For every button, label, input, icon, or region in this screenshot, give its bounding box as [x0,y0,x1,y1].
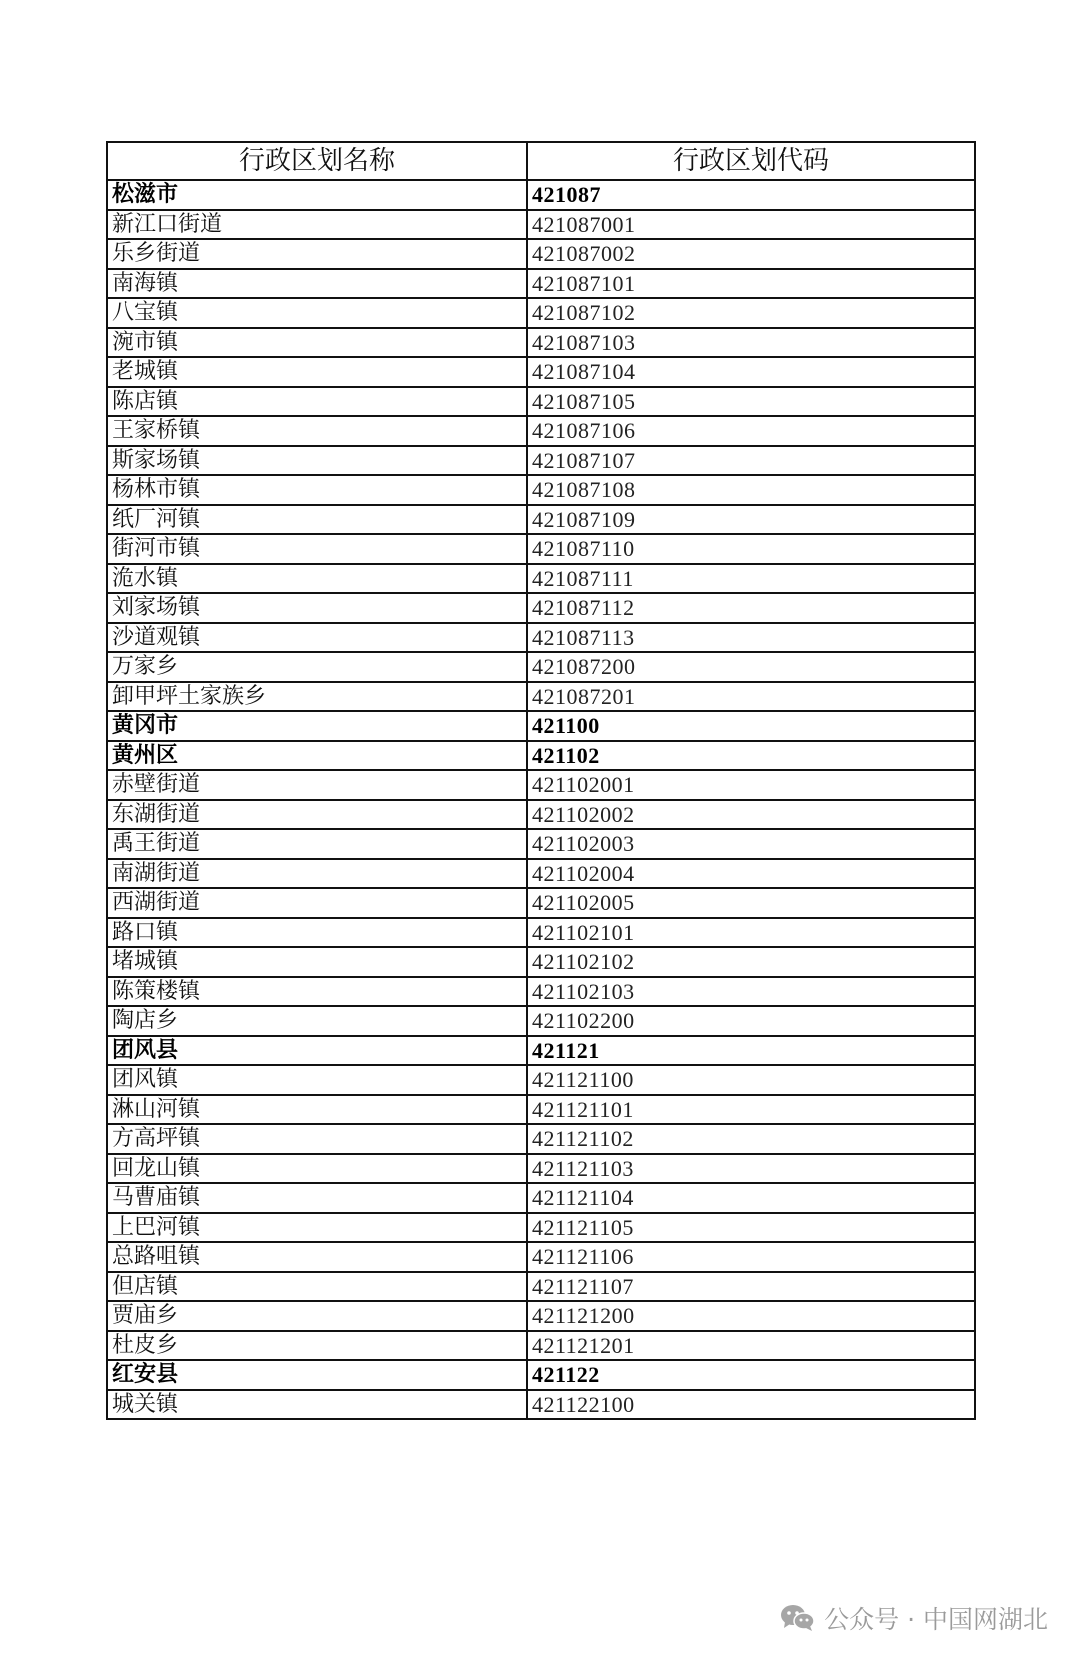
division-name-cell: 方高坪镇 [107,1124,527,1154]
division-code-cell: 421102002 [527,800,975,830]
division-code-cell: 421087104 [527,357,975,387]
division-name-cell: 黄冈市 [107,711,527,741]
table-row [107,770,975,800]
division-code-cell: 421121 [527,1036,975,1066]
division-name-cell: 陈店镇 [107,387,527,417]
table-row [107,387,975,417]
division-code-cell: 421087101 [527,269,975,299]
table-row [107,829,975,859]
table-body [107,180,975,1419]
table-row [107,1272,975,1302]
division-name-cell: 杨林市镇 [107,475,527,505]
division-name-cell: 乐乡街道 [107,239,527,269]
table-row [107,1124,975,1154]
division-code-cell: 421087107 [527,446,975,476]
division-name-cell: 涴市镇 [107,328,527,358]
table-row [107,475,975,505]
table-row [107,1390,975,1420]
division-code-table-container [106,141,974,1420]
division-name-cell: 陈策楼镇 [107,977,527,1007]
division-name-cell: 马曹庙镇 [107,1183,527,1213]
division-code-cell: 421121106 [527,1242,975,1272]
table-row [107,977,975,1007]
table-row [107,1360,975,1390]
division-code-cell: 421087113 [527,623,975,653]
division-code-cell: 421087200 [527,652,975,682]
division-name-cell: 团风县 [107,1036,527,1066]
table-row [107,357,975,387]
division-code-table [106,141,976,1420]
division-name-cell: 南湖街道 [107,859,527,889]
division-code-cell: 421087201 [527,682,975,712]
watermark [780,1598,1048,1638]
division-name-cell: 杜皮乡 [107,1331,527,1361]
table-row [107,269,975,299]
division-code-cell: 421087102 [527,298,975,328]
division-name-cell: 纸厂河镇 [107,505,527,535]
division-name-cell: 东湖街道 [107,800,527,830]
division-name-cell: 万家乡 [107,652,527,682]
table-row [107,652,975,682]
division-code-cell: 421121107 [527,1272,975,1302]
division-code-cell: 421102101 [527,918,975,948]
division-name-cell: 堵城镇 [107,947,527,977]
division-name-cell: 八宝镇 [107,298,527,328]
table-row [107,800,975,830]
table-row [107,711,975,741]
table-row [107,1154,975,1184]
division-code-cell: 421121105 [527,1213,975,1243]
division-name-cell: 卸甲坪土家族乡 [107,682,527,712]
division-code-cell: 421102200 [527,1006,975,1036]
table-row [107,180,975,210]
watermark-text: 公众号 · 中国网湖北 [824,1605,1048,1634]
division-name-cell: 贾庙乡 [107,1301,527,1331]
table-header-row [107,142,975,180]
division-name-cell: 红安县 [107,1360,527,1390]
table-row [107,1242,975,1272]
division-code-cell: 421087112 [527,593,975,623]
division-name-cell: 陶店乡 [107,1006,527,1036]
division-code-cell: 421102 [527,741,975,771]
division-name-cell: 赤壁街道 [107,770,527,800]
division-name-cell: 城关镇 [107,1390,527,1420]
table-row [107,1331,975,1361]
division-name-cell: 松滋市 [107,180,527,210]
table-row [107,1065,975,1095]
division-name-cell: 王家桥镇 [107,416,527,446]
division-name-cell: 禹王街道 [107,829,527,859]
division-code-cell: 421102004 [527,859,975,889]
division-name-cell: 黄州区 [107,741,527,771]
division-code-cell: 421087109 [527,505,975,535]
division-code-cell: 421087001 [527,210,975,240]
table-row [107,564,975,594]
division-code-cell: 421087002 [527,239,975,269]
table-row [107,505,975,535]
division-name-cell: 团风镇 [107,1065,527,1095]
division-code-cell: 421122100 [527,1390,975,1420]
division-code-cell: 421102103 [527,977,975,1007]
table-row [107,593,975,623]
division-code-cell: 421121201 [527,1331,975,1361]
division-code-cell: 421087106 [527,416,975,446]
division-code-cell: 421102102 [527,947,975,977]
division-code-cell: 421087111 [527,564,975,594]
division-code-cell: 421087105 [527,387,975,417]
division-code-cell: 421121101 [527,1095,975,1125]
table-row [107,682,975,712]
table-row [107,416,975,446]
division-code-cell: 421122 [527,1360,975,1390]
division-code-cell: 421087103 [527,328,975,358]
division-name-cell: 新江口街道 [107,210,527,240]
table-row [107,741,975,771]
header-division-code: 行政区划代码 [527,142,975,180]
division-name-cell: 淋山河镇 [107,1095,527,1125]
table-row [107,888,975,918]
table-row [107,446,975,476]
table-row [107,1036,975,1066]
division-name-cell: 上巴河镇 [107,1213,527,1243]
table-row [107,534,975,564]
division-name-cell: 斯家场镇 [107,446,527,476]
division-name-cell: 街河市镇 [107,534,527,564]
table-row [107,1006,975,1036]
division-code-cell: 421087108 [527,475,975,505]
division-name-cell: 西湖街道 [107,888,527,918]
header-division-name: 行政区划名称 [107,142,527,180]
division-name-cell: 回龙山镇 [107,1154,527,1184]
wechat-icon [780,1603,816,1633]
table-row [107,1095,975,1125]
division-code-cell: 421121104 [527,1183,975,1213]
division-code-cell: 421121200 [527,1301,975,1331]
table-row [107,1213,975,1243]
table-row [107,1301,975,1331]
division-name-cell: 路口镇 [107,918,527,948]
division-code-cell: 421087 [527,180,975,210]
table-row [107,859,975,889]
division-code-cell: 421100 [527,711,975,741]
division-name-cell: 洈水镇 [107,564,527,594]
division-name-cell: 但店镇 [107,1272,527,1302]
table-row [107,210,975,240]
table-row [107,947,975,977]
table-row [107,1183,975,1213]
division-code-cell: 421121103 [527,1154,975,1184]
table-row [107,298,975,328]
division-name-cell: 总路咀镇 [107,1242,527,1272]
table-row [107,239,975,269]
division-name-cell: 刘家场镇 [107,593,527,623]
table-row [107,623,975,653]
division-code-cell: 421121102 [527,1124,975,1154]
division-name-cell: 老城镇 [107,357,527,387]
division-code-cell: 421102003 [527,829,975,859]
division-code-cell: 421087110 [527,534,975,564]
division-code-cell: 421102005 [527,888,975,918]
table-row [107,328,975,358]
division-name-cell: 南海镇 [107,269,527,299]
division-name-cell: 沙道观镇 [107,623,527,653]
division-code-cell: 421102001 [527,770,975,800]
division-code-cell: 421121100 [527,1065,975,1095]
table-row [107,918,975,948]
